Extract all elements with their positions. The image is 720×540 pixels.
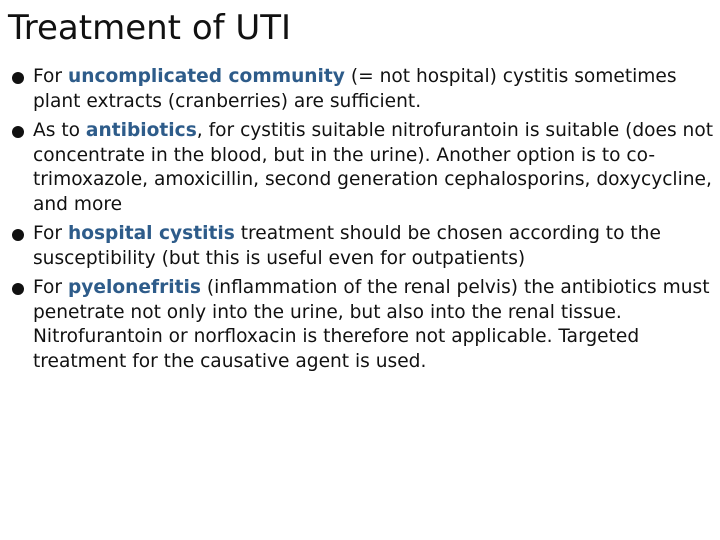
bullet-item-hospital-cystitis [10, 222, 716, 271]
bullet-text-post: (inflammation of the renal pelvis) the antibiotics must penetrate not only into the urine, but also into the renal tissue. Nitrofurantoin or norfloxacin is therefore not applicable. Targeted treatment for the causative agent is used. [33, 277, 710, 372]
bullet-highlight: pyelonefritis [67, 277, 201, 298]
bullet-dot-icon [12, 126, 24, 138]
bullet-text-pre: For [33, 277, 68, 298]
bullet-item-antibiotics [10, 119, 716, 217]
bullet-highlight: antibiotics [85, 120, 197, 141]
bullet-dot-icon [12, 229, 24, 241]
bullet-text-post: (= not hospital) cystitis sometimes plant extracts (cranberries) are sufficient. [33, 66, 677, 112]
bullet-text-pre: For [33, 223, 68, 244]
bullet-highlight: uncomplicated community [67, 66, 345, 87]
bullet-item-pyelonefritis [10, 276, 716, 374]
bullet-text-post: , for cystitis suitable nitrofurantoin is suitable (does not concentrate in the blood, but in the urine). Another option is to co-trimoxazole, amoxicillin, second generation cephalosporins, doxycycline, and more [33, 120, 713, 215]
slide-title: Treatment of UTI [8, 8, 292, 48]
bullet-text-pre: For [33, 66, 68, 87]
bullet-highlight: hospital cystitis [67, 223, 235, 244]
bullet-dot-icon [12, 283, 24, 295]
bullet-text-post: treatment should be chosen according to the susceptibility (but this is useful even for outpatients) [33, 223, 661, 269]
bullet-dot-icon [12, 72, 24, 84]
bullet-list [10, 65, 716, 379]
bullet-text-pre: As to [33, 120, 86, 141]
bullet-item-uncomplicated-community [10, 65, 716, 114]
